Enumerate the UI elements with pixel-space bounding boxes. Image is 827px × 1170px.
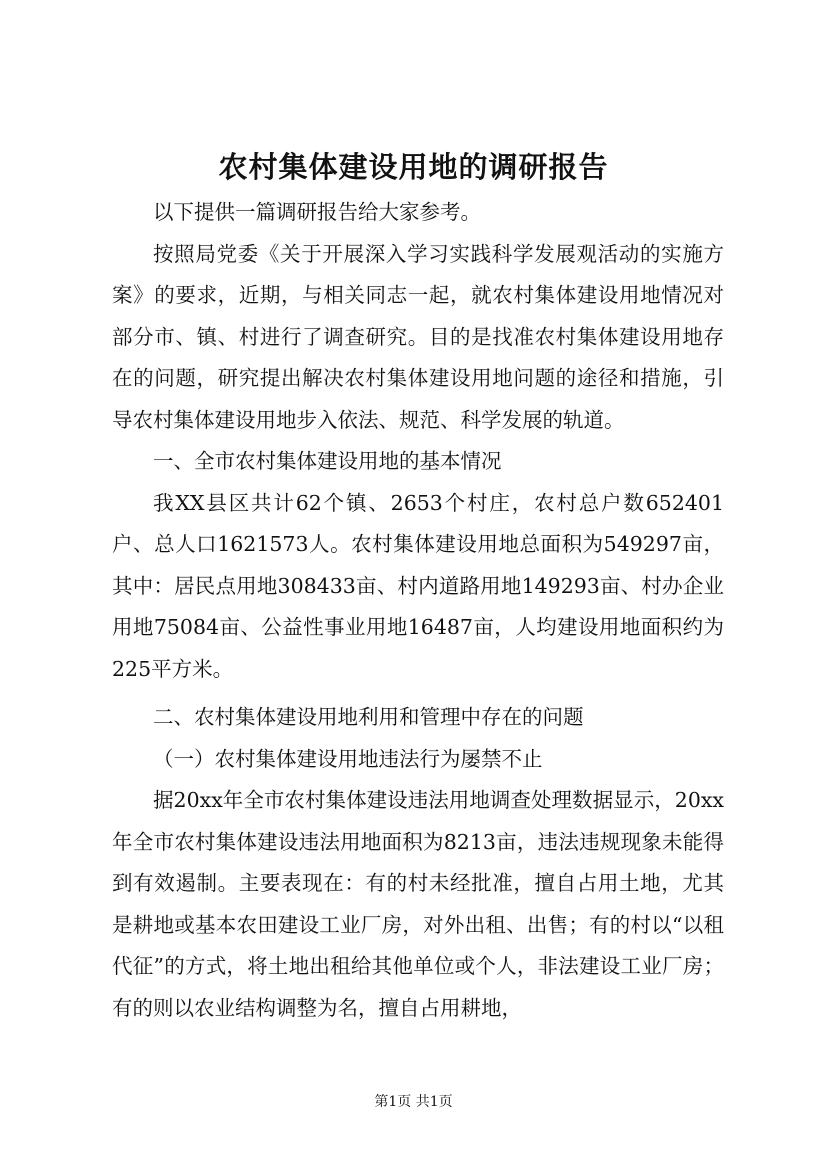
paragraph-background: 按照局党委《关于开展深入学习实践科学发展观活动的实施方案》的要求，近期，与相关同志一起，就农村集体建设用地情况对部分市、镇、村进行了调查研究。目的是找准农村集体建设用地存在的问题，研究提出解决农村集体建设用地问题的途径和措施，引导农村集体建设用地步入依法、规范、科学发展的轨道。 bbox=[112, 241, 724, 432]
subsection-heading-1: （一）农村集体建设用地违法行为屡禁不止 bbox=[153, 746, 543, 771]
document-title: 农村集体建设用地的调研报告 bbox=[218, 150, 609, 184]
paragraph-violations: 据20xx年全市农村集体建设违法用地调查处理数据显示，20xx年全市农村集体建设违法用地面积为8213亩，违法违规现象未能得到有效遏制。主要表现在：有的村未经批准，擅自占用土地，尤其是耕地或基本农田建设工业厂房，对外出租、出售；有的村以“以租代征”的方式，将土地出租给其他单位或个人，非法建设工业厂房；有的则以农业结构调整为名，擅自占用耕地， bbox=[112, 788, 724, 1020]
page-footer: 第1页 共1页 bbox=[374, 1094, 453, 1110]
paragraph-intro: 以下提供一篇调研报告给大家参考。 bbox=[153, 200, 481, 224]
section-heading-2: 二、农村集体建设用地利用和管理中存在的问题 bbox=[153, 705, 584, 729]
document-body bbox=[112, 192, 724, 1029]
paragraph-basic-situation: 我XX县区共计62个镇、2653个村庄，农村总户数652401户、总人口1621573人。农村集体建设用地总面积为549297亩，其中：居民点用地308433亩、村内道路用地149293亩、村办企业用地75084亩、公益性事业用地16487亩，人均建设用地面积约为225平方米。 bbox=[112, 490, 724, 681]
section-heading-1: 一、全市农村集体建设用地的基本情况 bbox=[153, 449, 502, 473]
